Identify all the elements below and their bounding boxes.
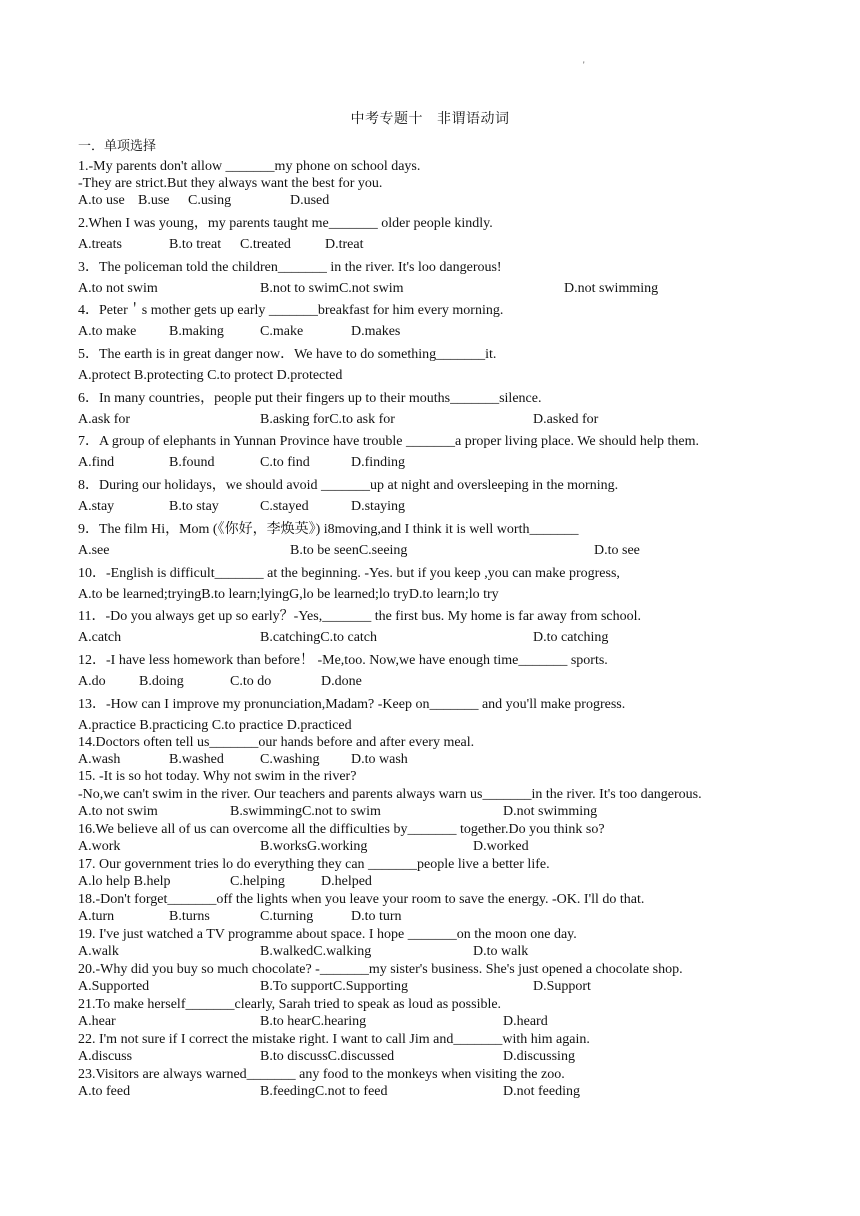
question-19-option[interactable]: B.walkedC.walking: [260, 944, 372, 959]
question-15-options: [78, 803, 798, 820]
question-11-options: [78, 629, 798, 646]
question-2-option[interactable]: A.treats: [78, 237, 122, 252]
question-15-line-1: 15. -It is so hot today. Why not swim in the river?: [78, 769, 357, 784]
question-8-line-1: 8．During our holidays，we should avoid _______up at night and oversleeping in the morning.: [78, 478, 619, 493]
question-12-option[interactable]: D.done: [321, 674, 362, 689]
question-16-line-1: 16.We believe all of us can overcome all the difficulties by_______ together.Do you think so?: [78, 822, 605, 837]
question-8-option[interactable]: A.stay: [78, 499, 115, 514]
question-23-line-1: 23.Visitors are always warned_______ any food to the monkeys when visiting the zoo.: [78, 1067, 565, 1082]
question-18-option[interactable]: D.to turn: [351, 909, 402, 924]
question-13-option[interactable]: A.practice B.practicing C.to practice D.practiced: [78, 718, 352, 733]
question-6-option[interactable]: D.asked for: [533, 412, 599, 427]
question-17-option[interactable]: A.lo help B.help: [78, 874, 171, 889]
question-6-line-1: 6．In many countries，people put their fingers up to their mouths_______silence.: [78, 391, 542, 406]
question-21-option[interactable]: A.hear: [78, 1014, 116, 1029]
question-7-line-1: 7．A group of elephants in Yunnan Province have trouble _______a proper living place. We should help them.: [78, 434, 699, 449]
section-heading: 一．单项选择: [78, 139, 157, 154]
title-sub: 非谓语动词: [437, 111, 510, 127]
question-7-option[interactable]: C.to find: [260, 455, 310, 470]
question-14-option[interactable]: C.washing: [260, 752, 320, 767]
question-23-option[interactable]: D.not feeding: [503, 1084, 580, 1099]
question-4-line-1: 4．Peter＇s mother gets up early _______breakfast for him every morning.: [78, 303, 504, 318]
question-11-option[interactable]: A.catch: [78, 630, 122, 645]
question-15-option[interactable]: D.not swimming: [503, 804, 598, 819]
question-3-options: [78, 280, 798, 297]
question-14-option[interactable]: A.wash: [78, 752, 121, 767]
question-20-option[interactable]: A.Supported: [78, 979, 150, 994]
question-1-line-2: -They are strict.But they always want the best for you.: [78, 176, 383, 191]
question-14-option[interactable]: B.washed: [169, 752, 224, 767]
question-14-line-1: 14.Doctors often tell us_______our hands before and after every meal.: [78, 735, 475, 750]
question-19-option[interactable]: D.to walk: [473, 944, 529, 959]
question-12-option[interactable]: C.to do: [230, 674, 272, 689]
question-14-option[interactable]: D.to wash: [351, 752, 408, 767]
question-18-options: [78, 908, 798, 925]
question-10-line-2: A.to be learned;tryingB.to learn;lyingG,lo be learned;lo tryD.to learn;lo try: [78, 587, 499, 602]
question-9-options: [78, 542, 798, 559]
question-16-options: [78, 838, 798, 855]
question-11-line-1: 11．-Do you always get up so early？-Yes,_______ the first bus. My home is far away from school.: [78, 609, 642, 624]
question-4-option[interactable]: D.makes: [351, 324, 401, 339]
question-22-option[interactable]: A.discuss: [78, 1049, 133, 1064]
question-23-option[interactable]: B.feedingC.not to feed: [260, 1084, 388, 1099]
question-12-option[interactable]: B.doing: [139, 674, 184, 689]
question-13-line-1: 13．-How can I improve my pronunciation,Madam? -Keep on_______ and you'll make progress.: [78, 697, 626, 712]
question-18-option[interactable]: B.turns: [169, 909, 210, 924]
question-8-option[interactable]: D.staying: [351, 499, 406, 514]
question-4-options: [78, 323, 798, 340]
question-19-line-1: 19. I've just watched a TV programme about space. I hope _______on the moon one day.: [78, 927, 577, 942]
question-18-option[interactable]: A.turn: [78, 909, 115, 924]
question-20-options: [78, 978, 798, 995]
question-15-line-2: -No,we can't swim in the river. Our teachers and parents always warn us_______in the river. It's too dangerous.: [78, 787, 702, 802]
question-1-option[interactable]: C.using: [188, 193, 232, 208]
question-10-line-1: 10．-English is difficult_______ at the beginning. -Yes. but if you keep ,you can make progress,: [78, 566, 620, 581]
question-5-line-1: 5．The earth is in great danger now．We have to do something_______it.: [78, 347, 497, 362]
question-1-options: [78, 192, 798, 209]
question-9-option[interactable]: D.to see: [594, 543, 640, 558]
question-8-option[interactable]: C.stayed: [260, 499, 309, 514]
question-5-options: [78, 367, 798, 384]
question-6-option[interactable]: B.asking forC.to ask for: [260, 412, 395, 427]
question-4-option[interactable]: B.making: [169, 324, 224, 339]
question-2-option[interactable]: B.to treat: [169, 237, 222, 252]
question-6-option[interactable]: A.ask for: [78, 412, 131, 427]
question-15-option[interactable]: B.swimmingC.not to swim: [230, 804, 381, 819]
question-21-line-1: 21.To make herself_______clearly, Sarah tried to speak as loud as possible.: [78, 997, 502, 1012]
question-7-option[interactable]: D.finding: [351, 455, 406, 470]
question-2-option[interactable]: C.treated: [240, 237, 291, 252]
question-20-line-1: 20.-Why did you buy so much chocolate? -_______my sister's business. She's just opened a chocolate shop.: [78, 962, 683, 977]
question-2-line-1: 2.When I was young，my parents taught me_______ older people kindly.: [78, 216, 493, 231]
question-22-option[interactable]: B.to discussC.discussed: [260, 1049, 395, 1064]
question-3-option[interactable]: B.not to swimC.not swim: [260, 281, 404, 296]
question-16-option[interactable]: B.worksG.working: [260, 839, 368, 854]
question-9-option[interactable]: B.to be seenC.seeing: [290, 543, 408, 558]
question-18-option[interactable]: C.turning: [260, 909, 314, 924]
question-22-options: [78, 1048, 798, 1065]
page-title: [0, 108, 860, 128]
header-mark: ': [583, 60, 585, 70]
question-1-option[interactable]: D.used: [290, 193, 330, 208]
question-21-option[interactable]: D.heard: [503, 1014, 548, 1029]
question-23-option[interactable]: A.to feed: [78, 1084, 131, 1099]
question-3-line-1: 3．The policeman told the children_______ in the river. It's loo dangerous!: [78, 260, 502, 275]
question-19-options: [78, 943, 798, 960]
question-21-options: [78, 1013, 798, 1030]
question-21-option[interactable]: B.to hearC.hearing: [260, 1014, 367, 1029]
question-19-option[interactable]: A.walk: [78, 944, 119, 959]
question-2-options: [78, 236, 798, 253]
question-3-option[interactable]: D.not swimming: [564, 281, 659, 296]
question-20-option[interactable]: B.To supportC.Supporting: [260, 979, 408, 994]
question-1-option[interactable]: B.use: [138, 193, 170, 208]
question-8-option[interactable]: B.to stay: [169, 499, 219, 514]
question-15-option[interactable]: A.to not swim: [78, 804, 158, 819]
question-9-option[interactable]: A.see: [78, 543, 110, 558]
question-17-line-1: 17. Our government tries lo do everything they can _______people live a better life.: [78, 857, 550, 872]
question-13-options: [78, 717, 798, 734]
question-7-options: [78, 454, 798, 471]
question-12-line-1: 12．-I have less homework than before！ -Me,too. Now,we have enough time_______ sports.: [78, 653, 608, 668]
question-8-options: [78, 498, 798, 515]
question-12-option[interactable]: A.do: [78, 674, 106, 689]
question-17-option[interactable]: D.helped: [321, 874, 372, 889]
title-main: 中考专题十: [350, 111, 423, 127]
question-17-option[interactable]: C.helping: [230, 874, 285, 889]
question-6-options: [78, 411, 798, 428]
question-3-option[interactable]: A.to not swim: [78, 281, 158, 296]
question-7-option[interactable]: A.find: [78, 455, 115, 470]
question-22-option[interactable]: D.discussing: [503, 1049, 575, 1064]
question-2-option[interactable]: D.treat: [325, 237, 364, 252]
question-5-option[interactable]: A.protect B.protecting C.to protect D.protected: [78, 368, 343, 383]
question-11-option[interactable]: B.catchingC.to catch: [260, 630, 378, 645]
question-18-line-1: 18.-Don't forget_______off the lights when you leave your room to save the energy. -OK. I'll do that.: [78, 892, 645, 907]
question-4-option[interactable]: A.to make: [78, 324, 137, 339]
question-16-option[interactable]: A.work: [78, 839, 121, 854]
question-4-option[interactable]: C.make: [260, 324, 304, 339]
question-9-line-1: 9．The film Hi，Mom (《你好，李焕英》) i8moving,and I think it is well worth_______: [78, 522, 579, 537]
question-1-option[interactable]: A.to use: [78, 193, 125, 208]
question-11-option[interactable]: D.to catching: [533, 630, 609, 645]
question-1-line-1: 1.-My parents don't allow _______my phone on school days.: [78, 159, 421, 174]
question-14-options: [78, 751, 798, 768]
question-23-options: [78, 1083, 798, 1100]
question-20-option[interactable]: D.Support: [533, 979, 591, 994]
question-12-options: [78, 673, 798, 690]
question-7-option[interactable]: B.found: [169, 455, 215, 470]
question-22-line-1: 22. I'm not sure if I correct the mistake right. I want to call Jim and_______with him again.: [78, 1032, 590, 1047]
question-17-options: [78, 873, 798, 890]
question-16-option[interactable]: D.worked: [473, 839, 529, 854]
